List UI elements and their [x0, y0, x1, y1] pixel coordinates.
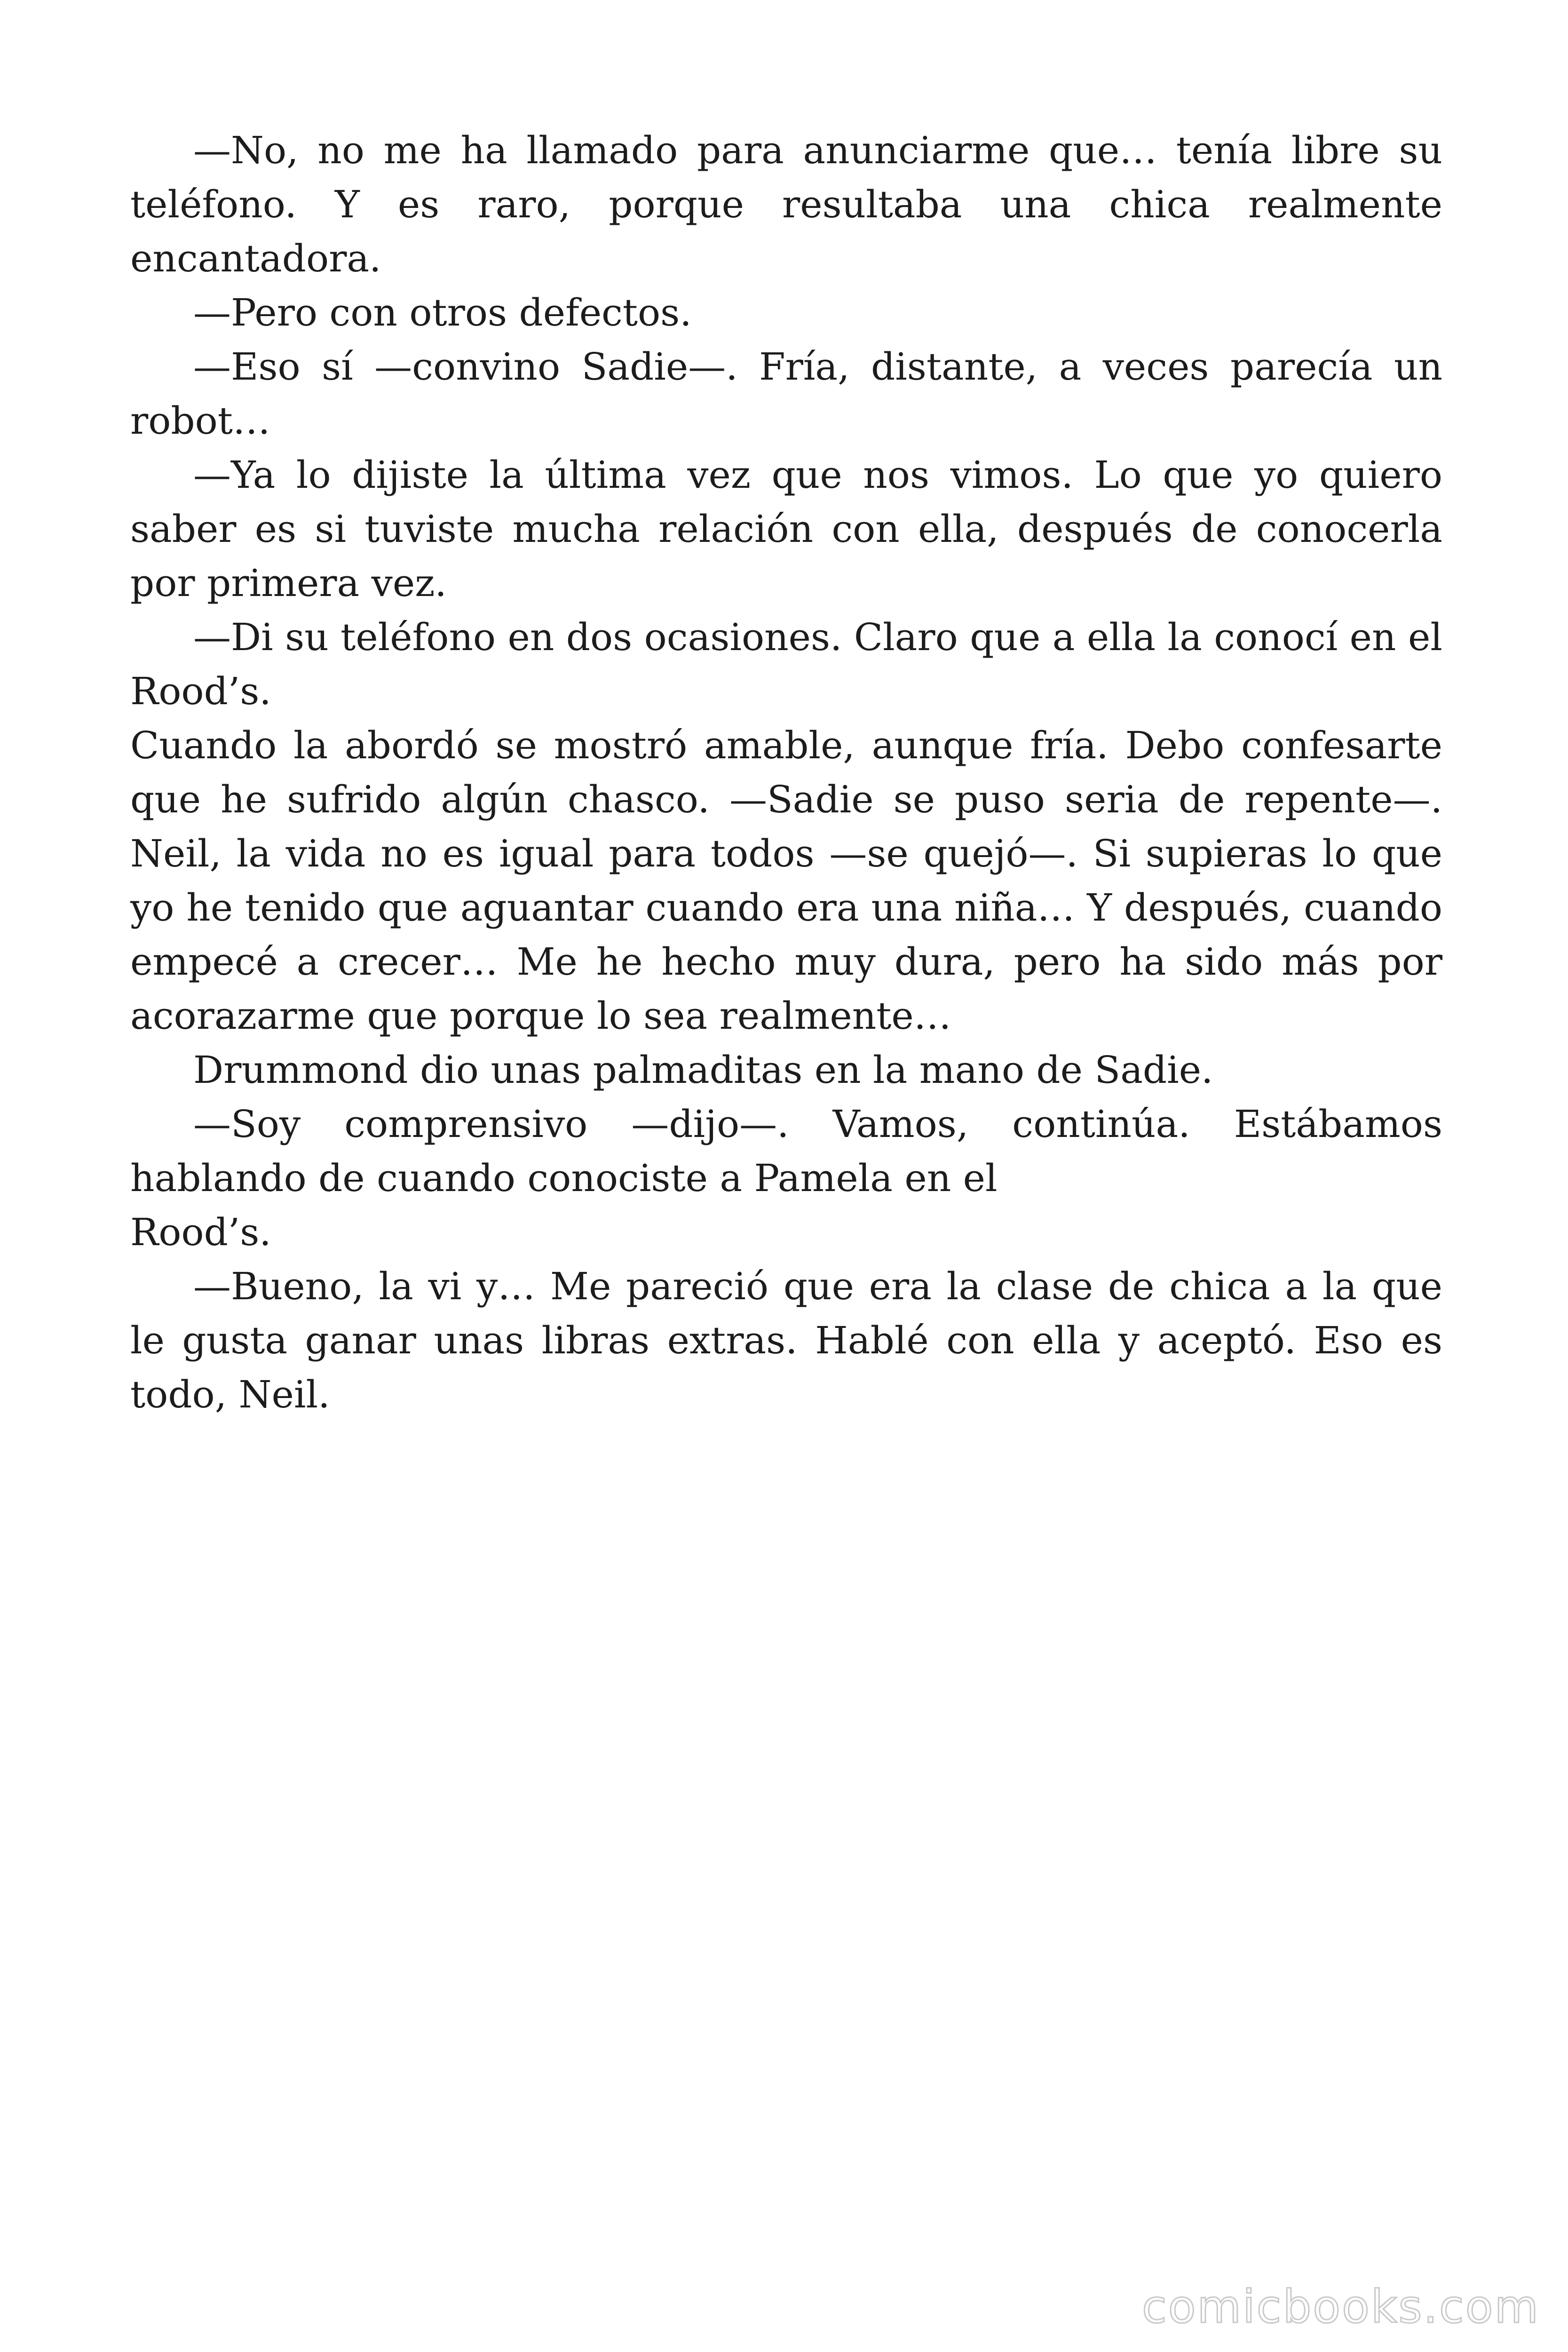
paragraph: —Di su teléfono en dos ocasiones. Claro que a ella la conocí en el: [193, 615, 1442, 659]
paragraph: —No, no me ha llamado para anunciarme que… tenía libre su teléfono. Y es raro, porque resultaba una chica realmente encantadora.: [130, 128, 1442, 280]
paragraph: —Pero con otros defectos.: [193, 291, 692, 334]
paragraph: —Bueno, la vi y… Me pareció que era la clase de chica a la que le gusta ganar unas libras extras. Hablé con ella y aceptó. Eso es todo, Neil.: [130, 1264, 1442, 1416]
paragraph: —Soy comprensivo —dijo—. Vamos, continúa. Estábamos hablando de cuando conociste a Pamela en el: [130, 1102, 1442, 1200]
paragraph: Cuando la abordó se mostró amable, aunque fría. Debo confesarte que he sufrido algún chasco. —Sadie se puso seria de repente—. Neil, la vida no es igual para todos —se quejó—. Si supieras lo que yo he tenido que aguantar cuando era una niña… Y después, cuando empecé a crecer… Me he hecho muy dura, pero ha sido más por acorazarme que porque lo sea realmente…: [130, 723, 1442, 1038]
paragraph: Rood’s.: [130, 1210, 271, 1254]
paragraph: Drummond dio unas palmaditas en la mano de Sadie.: [193, 1048, 1213, 1092]
paragraph: —Ya lo dijiste la última vez que nos vimos. Lo que yo quiero saber es si tuviste mucha relación con ella, después de conocerla por primera vez.: [130, 453, 1442, 605]
watermark: comicbooks.com: [1141, 2280, 1540, 2333]
paragraph: Rood’s.: [130, 669, 271, 713]
paragraph: —Eso sí —convino Sadie—. Fría, distante, a veces parecía un robot…: [130, 345, 1442, 443]
page-text: [130, 123, 1442, 1422]
